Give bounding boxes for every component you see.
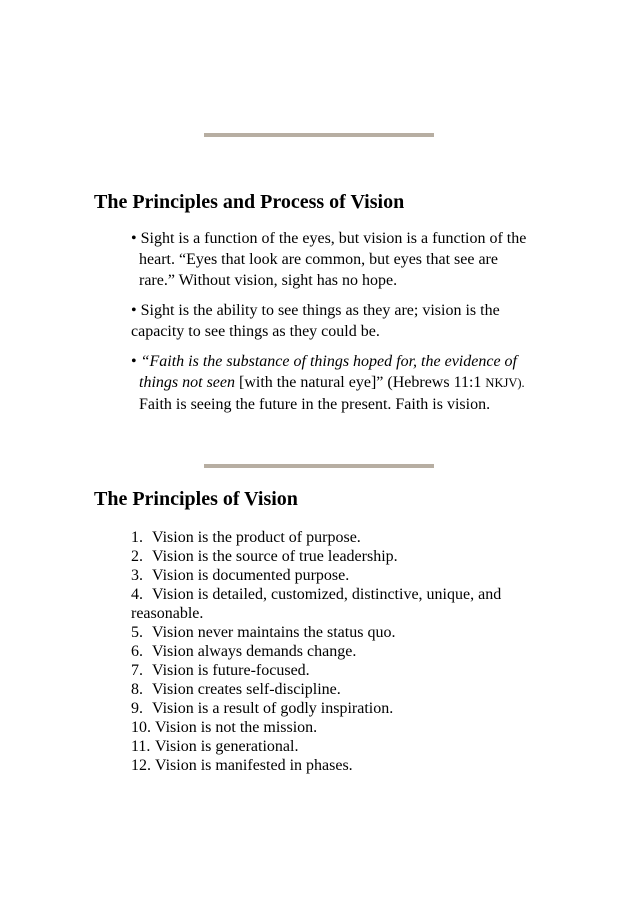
item-text: Vision creates self-discipline. [152,681,341,698]
paragraph-line: heart. “Eyes that look are common, but eyes that see are [139,251,498,268]
item-text: Vision is documented purpose. [152,567,350,584]
principle-item [131,566,571,585]
item-text: Vision always demands change. [152,643,357,660]
paragraph-line [131,228,571,249]
item-number: 9. [131,700,143,717]
paragraph-line [131,372,571,394]
item-text: Vision is future-focused. [152,662,310,679]
principle-item [131,642,571,661]
paragraph-line: rare.” Without vision, sight has no hope. [139,272,398,289]
top-divider [204,133,434,137]
quote-text: “Faith is the substance of things hoped for, the evidence of [140,353,517,370]
item-text: Vision is the product of purpose. [152,529,361,546]
principle-item [131,699,571,718]
principle-item [131,718,571,737]
paragraph-text: Sight is the ability to see things as they are; vision is the [140,302,500,319]
paragraph-sight-function [131,228,571,291]
paragraph-sight-ability [131,300,571,342]
item-number: 12. [131,757,151,774]
paragraph-line: capacity to see things as they could be. [131,323,380,340]
bullet: • [131,230,137,247]
principle-item [131,623,571,642]
item-text: Vision is generational. [155,738,299,755]
item-text: Vision is the source of true leadership. [152,548,398,565]
item-number: 4. [131,586,143,603]
principle-item [131,737,571,756]
principles-list [131,528,571,775]
section-title-principles: The Principles of Vision [94,488,298,510]
middle-divider [204,464,434,468]
principle-item-continuation: reasonable. [131,605,204,622]
quote-text: things not seen [139,374,235,391]
item-number: 2. [131,548,143,565]
principle-item [131,661,571,680]
paragraph-line: Faith is seeing the future in the present. Faith is vision. [139,396,491,413]
principle-item [131,547,571,566]
item-number: 8. [131,681,143,698]
item-number: 7. [131,662,143,679]
paragraph-line [131,351,571,372]
item-text: Vision never maintains the status quo. [152,624,396,641]
item-number: 5. [131,624,143,641]
item-number: 3. [131,567,143,584]
principle-item [131,585,571,604]
paragraph-faith-quote [131,351,571,415]
item-text: Vision is not the mission. [155,719,318,736]
item-text: Vision is manifested in phases. [155,757,353,774]
bible-version: NKJV). [485,376,525,390]
citation-text: [with the natural eye]” (Hebrews 11:1 [235,374,486,391]
item-number: 6. [131,643,143,660]
item-number: 1. [131,529,143,546]
item-number: 10. [131,719,151,736]
bullet: • [131,353,137,370]
item-number: 11. [131,738,151,755]
principle-item [131,756,571,775]
item-text: Vision is a result of godly inspiration. [152,700,394,717]
bullet: • [131,302,137,319]
principle-item [131,680,571,699]
item-text: Vision is detailed, customized, distinctive, unique, and [152,586,502,603]
paragraph-text: Sight is a function of the eyes, but vision is a function of the [140,230,527,247]
section-title-principles-process: The Principles and Process of Vision [94,191,405,213]
principle-item [131,528,571,547]
paragraph-line [131,300,571,321]
